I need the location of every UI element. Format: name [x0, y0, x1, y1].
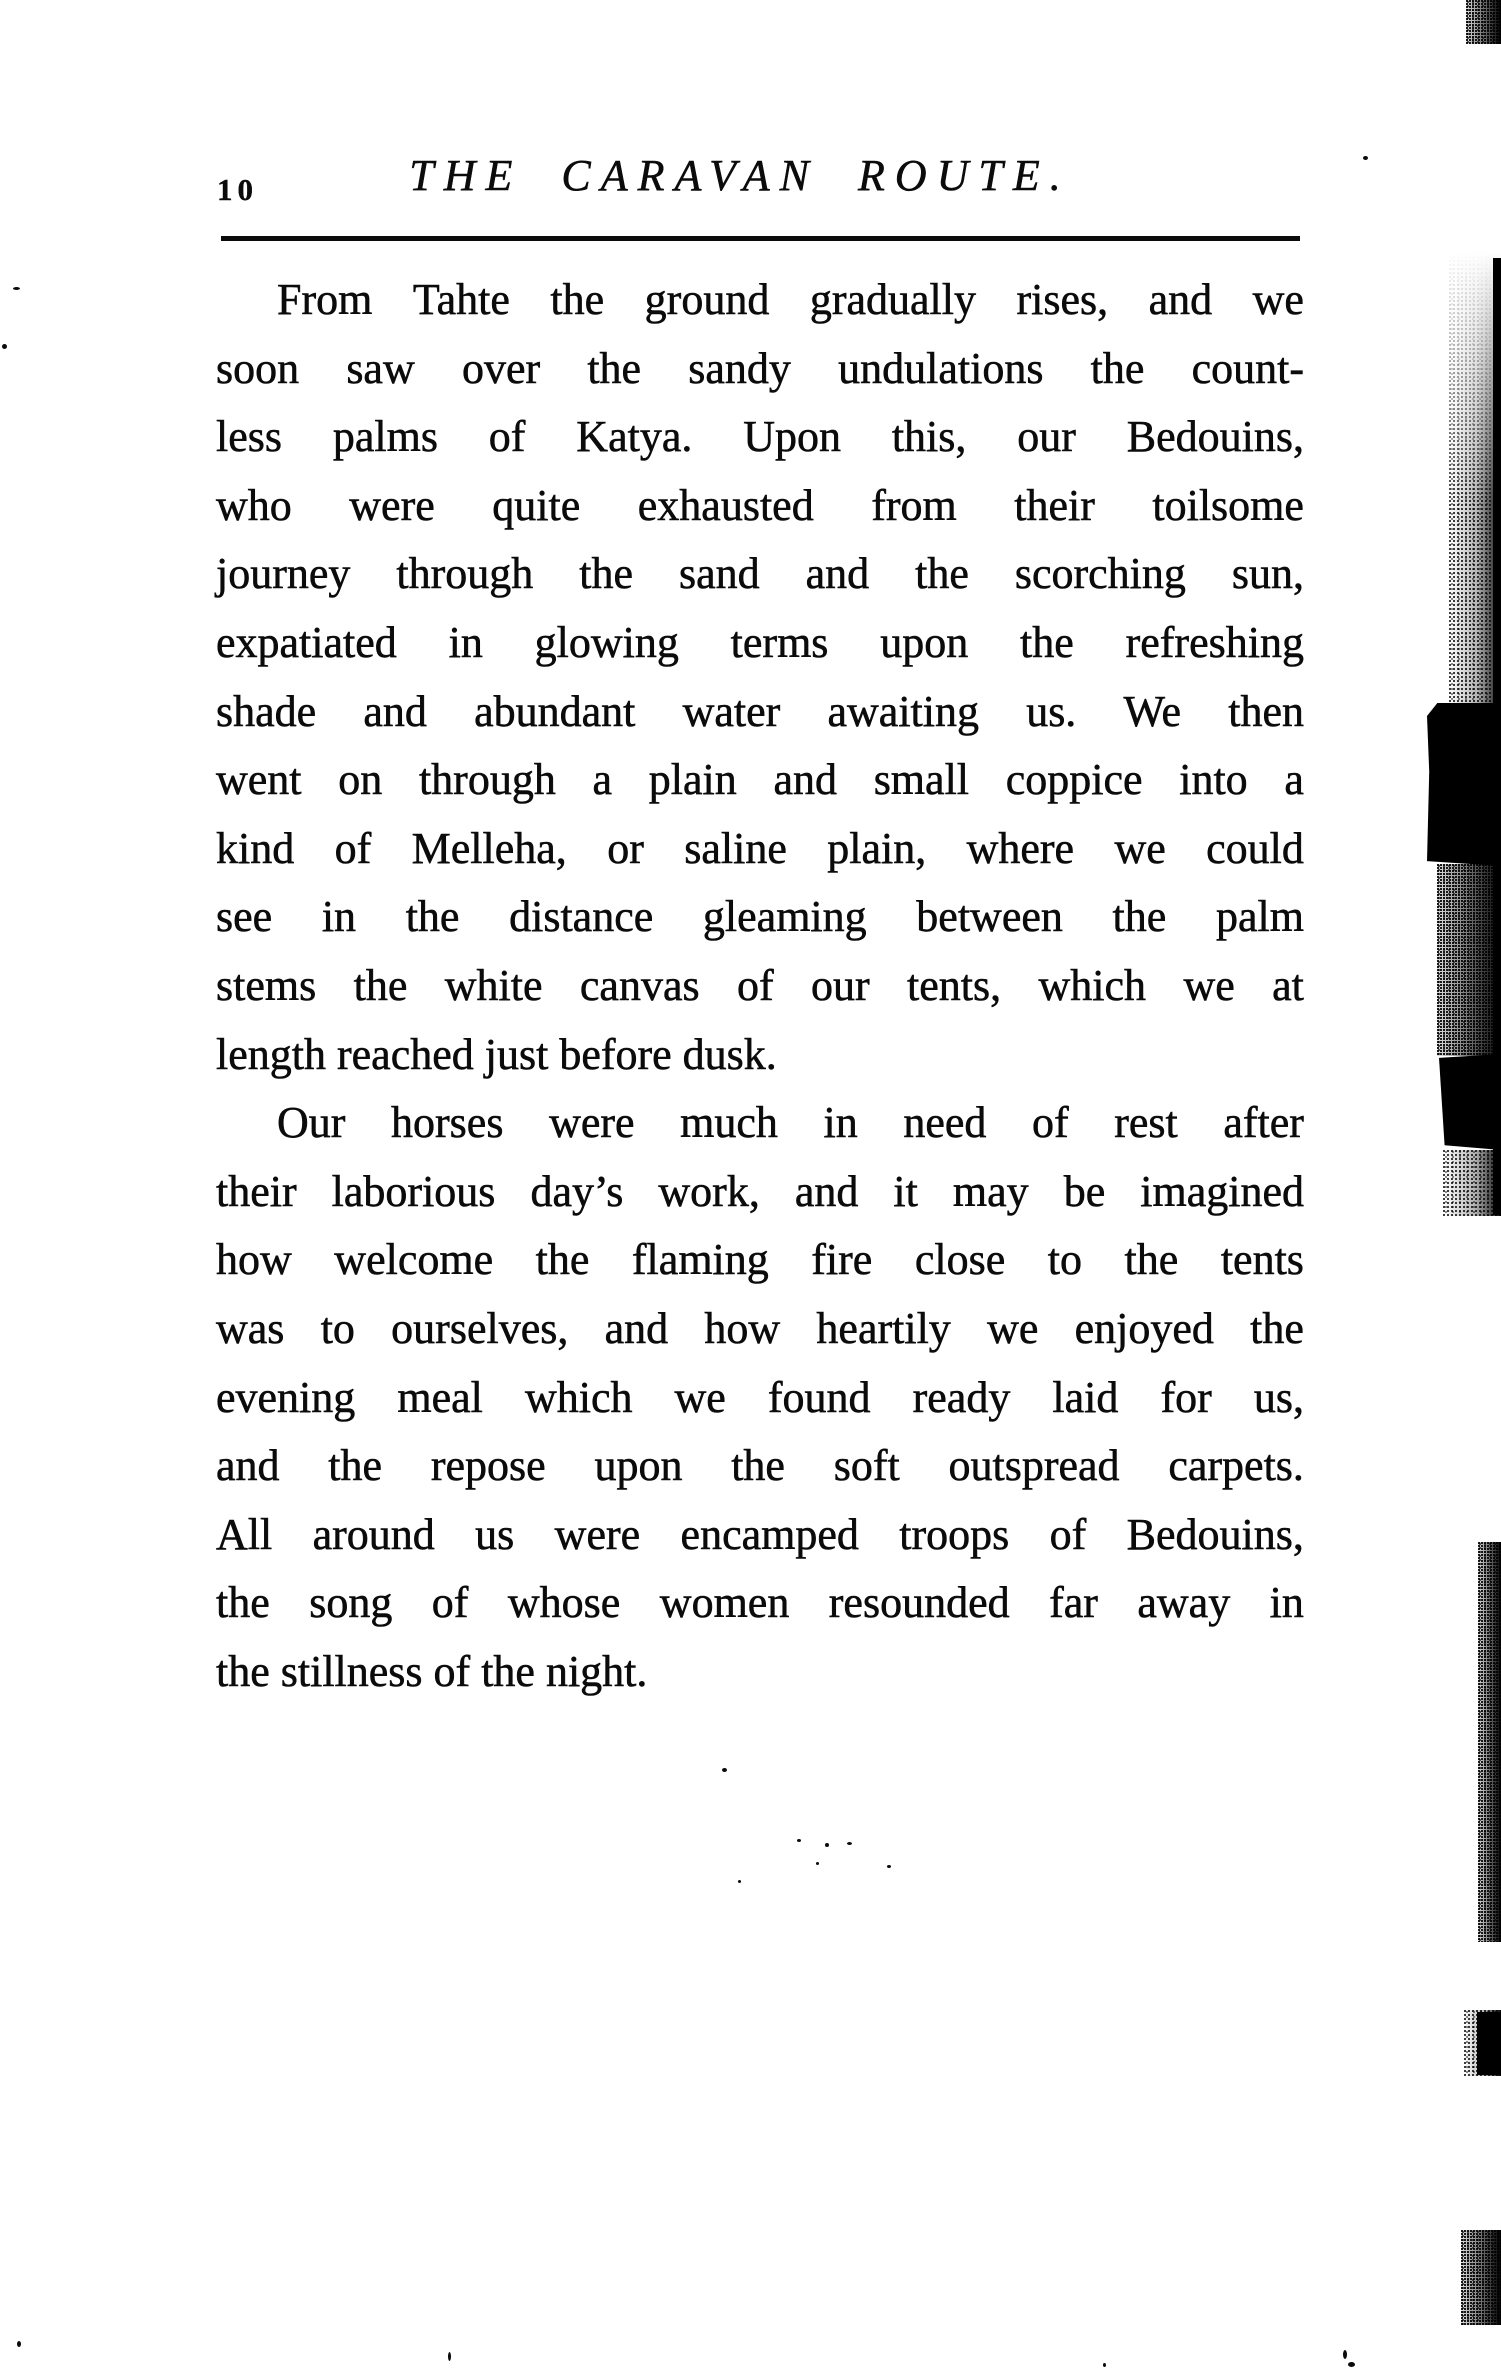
ink-speck — [816, 1862, 819, 1865]
text-line: their laborious day’s work, and it may be imagined — [216, 1166, 1304, 1216]
text-line: journey through the sand and the scorching sun, — [216, 549, 1304, 599]
text-line: Our horses were much in need of rest after — [277, 1098, 1304, 1148]
scan-artifact-corner — [1466, 0, 1501, 44]
text-line: expatiated in glowing terms upon the refreshing — [216, 617, 1304, 667]
text-line: soon saw over the sandy undulations the count- — [216, 343, 1304, 393]
scan-artifact-blob — [1439, 1054, 1501, 1150]
scan-artifact-line — [1493, 258, 1501, 1215]
text-line: shade and abundant water awaiting us. We then — [216, 686, 1304, 736]
ink-speck — [17, 2341, 21, 2347]
scan-artifact-band — [1437, 864, 1501, 1056]
running-header: THE CARAVAN ROUTE. — [409, 151, 1071, 200]
scan-artifact-dot — [1363, 156, 1368, 160]
text-line: evening meal which we found ready laid for us, — [216, 1372, 1304, 1422]
scan-artifact-strip — [1461, 2230, 1501, 2325]
ink-speck — [797, 1839, 801, 1842]
text-line: length reached just before dusk. — [216, 1029, 777, 1079]
ink-speck — [847, 1842, 852, 1845]
text-line: and the repose upon the soft outspread carpets. — [216, 1441, 1304, 1491]
ink-speck — [1103, 2363, 1106, 2367]
ink-speck — [13, 287, 20, 290]
text-line: All around us were encamped troops of Bedouins, — [216, 1509, 1304, 1559]
scan-artifact-blob — [1427, 703, 1501, 866]
text-line: less palms of Katya. Upon this, our Bedouins, — [216, 412, 1304, 462]
text-line: kind of Melleha, or saline plain, where we could — [216, 823, 1304, 873]
ink-speck — [738, 1880, 741, 1883]
header-rule — [221, 236, 1300, 241]
paragraph — [216, 266, 1304, 1089]
ink-speck — [448, 2352, 451, 2361]
text-block — [216, 266, 1304, 1706]
text-line: see in the distance gleaming between the palm — [216, 892, 1304, 942]
ink-speck — [1348, 2362, 1355, 2367]
text-line: who were quite exhausted from their toilsome — [216, 480, 1304, 530]
text-line: From Tahte the ground gradually rises, and we — [277, 275, 1304, 324]
text-line: how welcome the flaming fire close to the tents — [216, 1235, 1304, 1285]
ink-speck — [887, 1865, 891, 1868]
scan-artifact-blob — [1477, 2012, 1501, 2075]
text-line: stems the white canvas of our tents, which we at — [216, 960, 1304, 1010]
scan-artifact-strip — [1478, 1542, 1501, 1942]
text-line: the stillness of the night. — [216, 1646, 648, 1696]
ink-speck — [825, 1843, 829, 1847]
page-number: 10 — [217, 172, 258, 207]
ink-speck — [722, 1768, 727, 1772]
text-line: the song of whose women resounded far away in — [216, 1578, 1304, 1628]
ink-speck — [2, 344, 7, 349]
paragraph — [216, 1089, 1304, 1706]
text-line: went on through a plain and small coppice into a — [216, 755, 1304, 805]
text-line: was to ourselves, and how heartily we enjoyed the — [216, 1303, 1304, 1353]
ink-speck — [1343, 2350, 1347, 2359]
